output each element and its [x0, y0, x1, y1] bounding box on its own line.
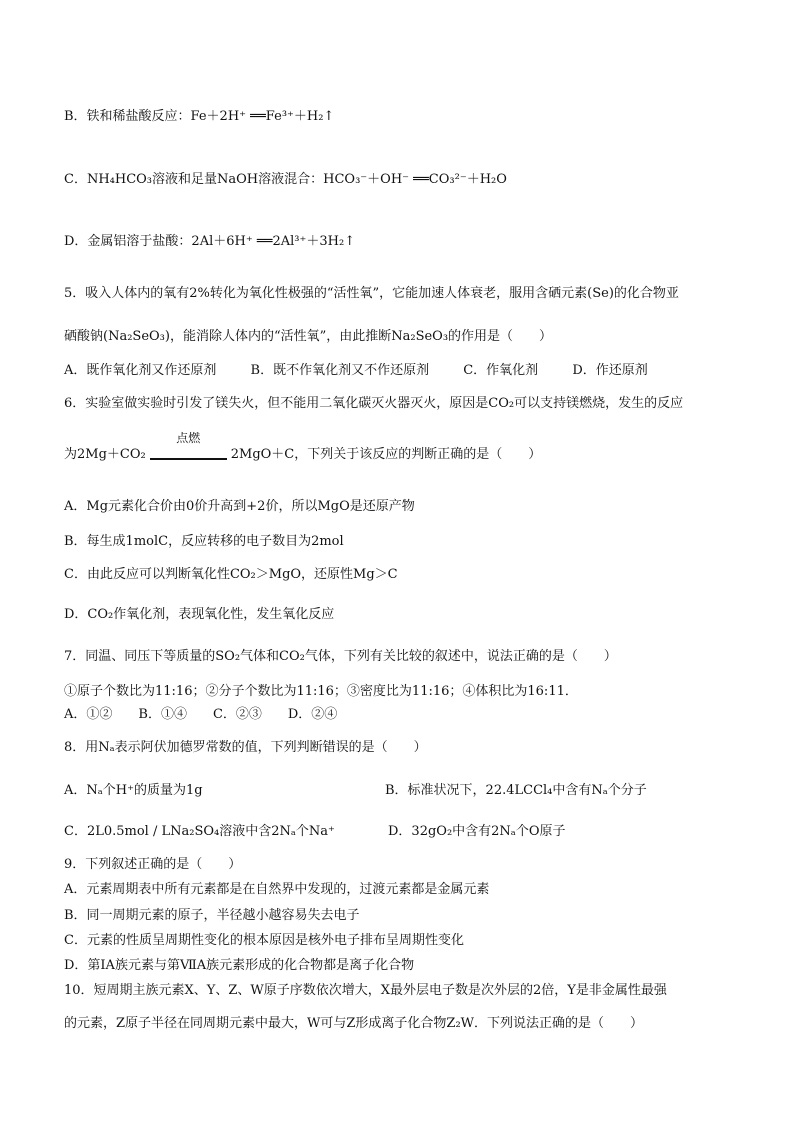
q7-options: A．①② B．①④ C．②③ D．②④ [64, 707, 338, 722]
q6-equation-lhs: 为2Mg＋CO₂ [64, 447, 146, 462]
q4-option-c: C．NH₄HCO₃溶液和足量NaOH溶液混合：HCO₃⁻＋OH⁻ ══CO₃²⁻＋H₂O [64, 172, 507, 187]
reaction-condition-arrow [150, 431, 227, 460]
q6-option-b: B．每生成1molC，反应转移的电子数目为2mol [64, 534, 344, 549]
q5-stem-line2: 硒酸钠(Na₂SeO₃)，能消除人体内的“活性氧”，由此推断Na₂SeO₃的作用是（ ） [64, 329, 553, 344]
q4-option-d: D．金属铝溶于盐酸：2Al＋6H⁺ ══2Al³⁺＋3H₂↑ [64, 234, 356, 249]
q9-option-a: A．元素周期表中所有元素都是在自然界中发现的，过渡元素都是金属元素 [64, 882, 490, 897]
q6-option-c: C．由此反应可以判断氧化性CO₂＞MgO，还原性Mg＞C [64, 567, 398, 582]
q5-options [64, 362, 648, 380]
q8-stem: 8．用Nₐ表示阿伏加德罗常数的值，下列判断错误的是（ ） [64, 740, 427, 755]
q9-option-b: B．同一周期元素的原子，半径越小越容易失去电子 [64, 908, 360, 923]
q10-stem-line2: 的元素，Z原子半径在同周期元素中最大，W可与Z形成离子化合物Z₂W．下列说法正确的是（ ） [64, 1016, 644, 1031]
q7-stem: 7．同温、同压下等质量的SO₂气体和CO₂气体，下列有关比较的叙述中，说法正确的是（ ） [64, 649, 617, 664]
q5-stem-line1: 5．吸入人体内的氧有2%转化为氧化性极强的“活性氧”，它能加速人体衰老，服用含硒元素(Se)的化合物亚 [64, 286, 679, 301]
q9-option-d: D．第ⅠA族元素与第ⅦA族元素形成的化合物都是离子化合物 [64, 958, 415, 973]
q5-option-c: C．作氧化剂 [463, 363, 539, 378]
q6-stem-line2 [64, 431, 542, 464]
q9-stem: 9．下列叙述正确的是（ ） [64, 857, 242, 872]
q10-stem-line1: 10．短周期主族元素X、Y、Z、W原子序数依次增大，X最外层电子数是次外层的2倍，Y是非金属性最强 [64, 983, 667, 998]
q6-option-d: D．CO₂作氧化剂，表现氧化性，发生氧化反应 [64, 607, 335, 622]
q6-option-a: A．Mg元素化合价由0价升高到+2价，所以MgO是还原产物 [64, 499, 415, 514]
q8-option-d: D．32gO₂中含有2Nₐ个O原子 [388, 824, 566, 839]
q6-stem-line1: 6．实验室做实验时引发了镁失火，但不能用二氧化碳灭火器灭火，原因是CO₂可以支持镁燃烧，发生的反应 [64, 396, 684, 411]
q4-option-b: B．铁和稀盐酸反应：Fe＋2H⁺ ══Fe³⁺＋H₂↑ [64, 109, 335, 124]
q9-option-c: C．元素的性质呈周期性变化的根本原因是核外电子排布呈周期性变化 [64, 933, 464, 948]
q8-option-a: A．Nₐ个H⁺的质量为1g [64, 783, 203, 798]
q6-equation-rhs: 2MgO＋C，下列关于该反应的判断正确的是（ ） [230, 447, 542, 462]
q5-option-d: D．作还原剂 [572, 363, 648, 378]
q8-option-b: B．标准状况下，22.4LCCl₄中含有Nₐ个分子 [385, 783, 647, 798]
q8-row1 [64, 782, 203, 800]
q5-option-a: A．既作氧化剂又作还原剂 [64, 363, 217, 378]
q5-option-b: B．既不作氧化剂又不作还原剂 [250, 363, 430, 378]
q7-items: ①原子个数比为11:16；②分子个数比为11:16；③密度比为11:16；④体积比为16:11． [64, 684, 578, 699]
reaction-condition: 点燃 [176, 431, 201, 445]
q8-option-c: C．2L0.5mol / LNa₂SO₄溶液中含2Nₐ个Na⁺ [64, 824, 335, 839]
